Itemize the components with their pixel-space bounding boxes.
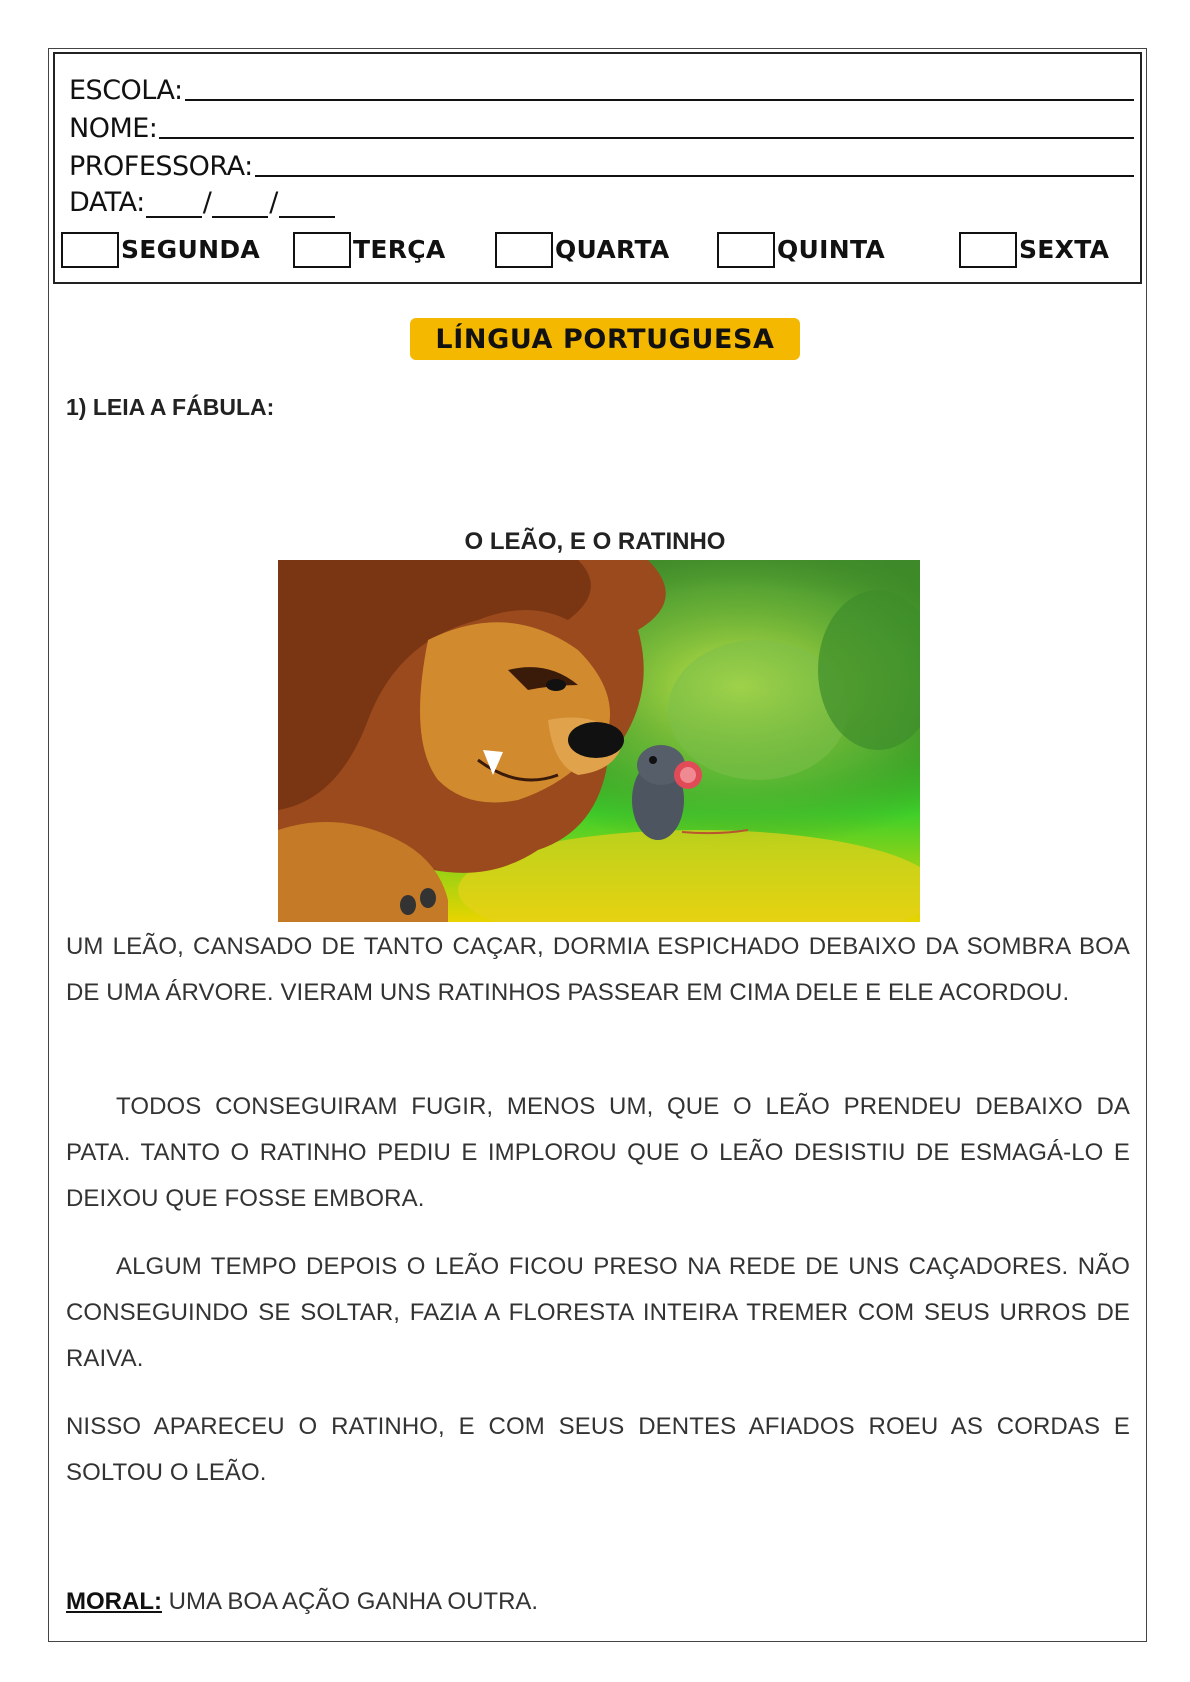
name-label: NOME: [69,113,158,144]
name-write-line[interactable] [159,137,1134,139]
weekday-label: SEGUNDA [121,235,261,264]
weekday-option-quarta[interactable] [495,232,670,268]
checkbox[interactable] [959,232,1017,268]
checkbox[interactable] [495,232,553,268]
date-separator: / [202,187,212,218]
school-label: ESCOLA: [69,75,183,106]
moral-text: UMA BOA AÇÃO GANHA OUTRA. [161,1588,539,1615]
date-label: DATA: [69,187,145,218]
question-heading: 1) LEIA A FÁBULA: [66,394,275,420]
weekday-label: QUARTA [555,235,670,264]
story-paragraph: UM LEÃO, CANSADO DE TANTO CAÇAR, DORMIA ESPICHADO DEBAIXO DA SOMBRA BOA DE UMA ÁRVORE. VIERAM UNS RATINHOS PASSEAR EM CIMA DELE E ELE ACORDOU. [66,933,1130,1006]
story-paragraph: TODOS CONSEGUIRAM FUGIR, MENOS UM, QUE O LEÃO PRENDEU DEBAIXO DA PATA. TANTO O RATINHO PEDIU E IMPLOROU QUE O LEÃO DESISTIU DE ESMAGÁ-LO E DEIXOU QUE FOSSE EMBORA. [66,1093,1130,1212]
student-info-header [53,52,1142,284]
teacher-field[interactable] [69,146,1134,182]
school-write-line[interactable] [185,99,1134,101]
weekday-option-segunda[interactable] [61,232,260,268]
school-field[interactable] [69,70,1134,106]
teacher-label: PROFESSORA: [69,151,253,182]
moral-line [66,1588,538,1616]
date-separator: / [269,187,278,218]
name-field[interactable] [69,108,1134,144]
weekday-label: TERÇA [353,235,446,264]
moral-label: MORAL: [66,1588,162,1615]
fable-title: O LEÃO, E O RATINHO [464,528,726,555]
lion-and-mouse-illustration [278,560,920,922]
checkbox[interactable] [61,232,119,268]
weekday-option-quinta[interactable] [717,232,885,268]
weekday-label: SEXTA [1019,235,1110,264]
weekday-checkboxes [61,232,1134,272]
date-month-blank[interactable] [212,198,268,218]
weekday-label: QUINTA [777,235,886,264]
subject-badge: LÍNGUA PORTUGUESA [410,318,800,360]
date-year-blank[interactable] [279,198,335,218]
weekday-option-sexta[interactable] [959,232,1109,268]
checkbox[interactable] [717,232,775,268]
story-paragraph: ALGUM TEMPO DEPOIS O LEÃO FICOU PRESO NA REDE DE UNS CAÇADORES. NÃO CONSEGUINDO SE SOLTAR, FAZIA A FLORESTA INTEIRA TREMER COM SEUS URROS DE RAIVA. [66,1253,1130,1372]
date-day-blank[interactable] [146,198,202,218]
checkbox[interactable] [293,232,351,268]
weekday-option-terca[interactable] [293,232,446,268]
date-field[interactable] [69,182,336,218]
story-paragraph: NISSO APARECEU O RATINHO, E COM SEUS DENTES AFIADOS ROEU AS CORDAS E SOLTOU O LEÃO. [66,1413,1130,1486]
teacher-write-line[interactable] [255,175,1134,177]
